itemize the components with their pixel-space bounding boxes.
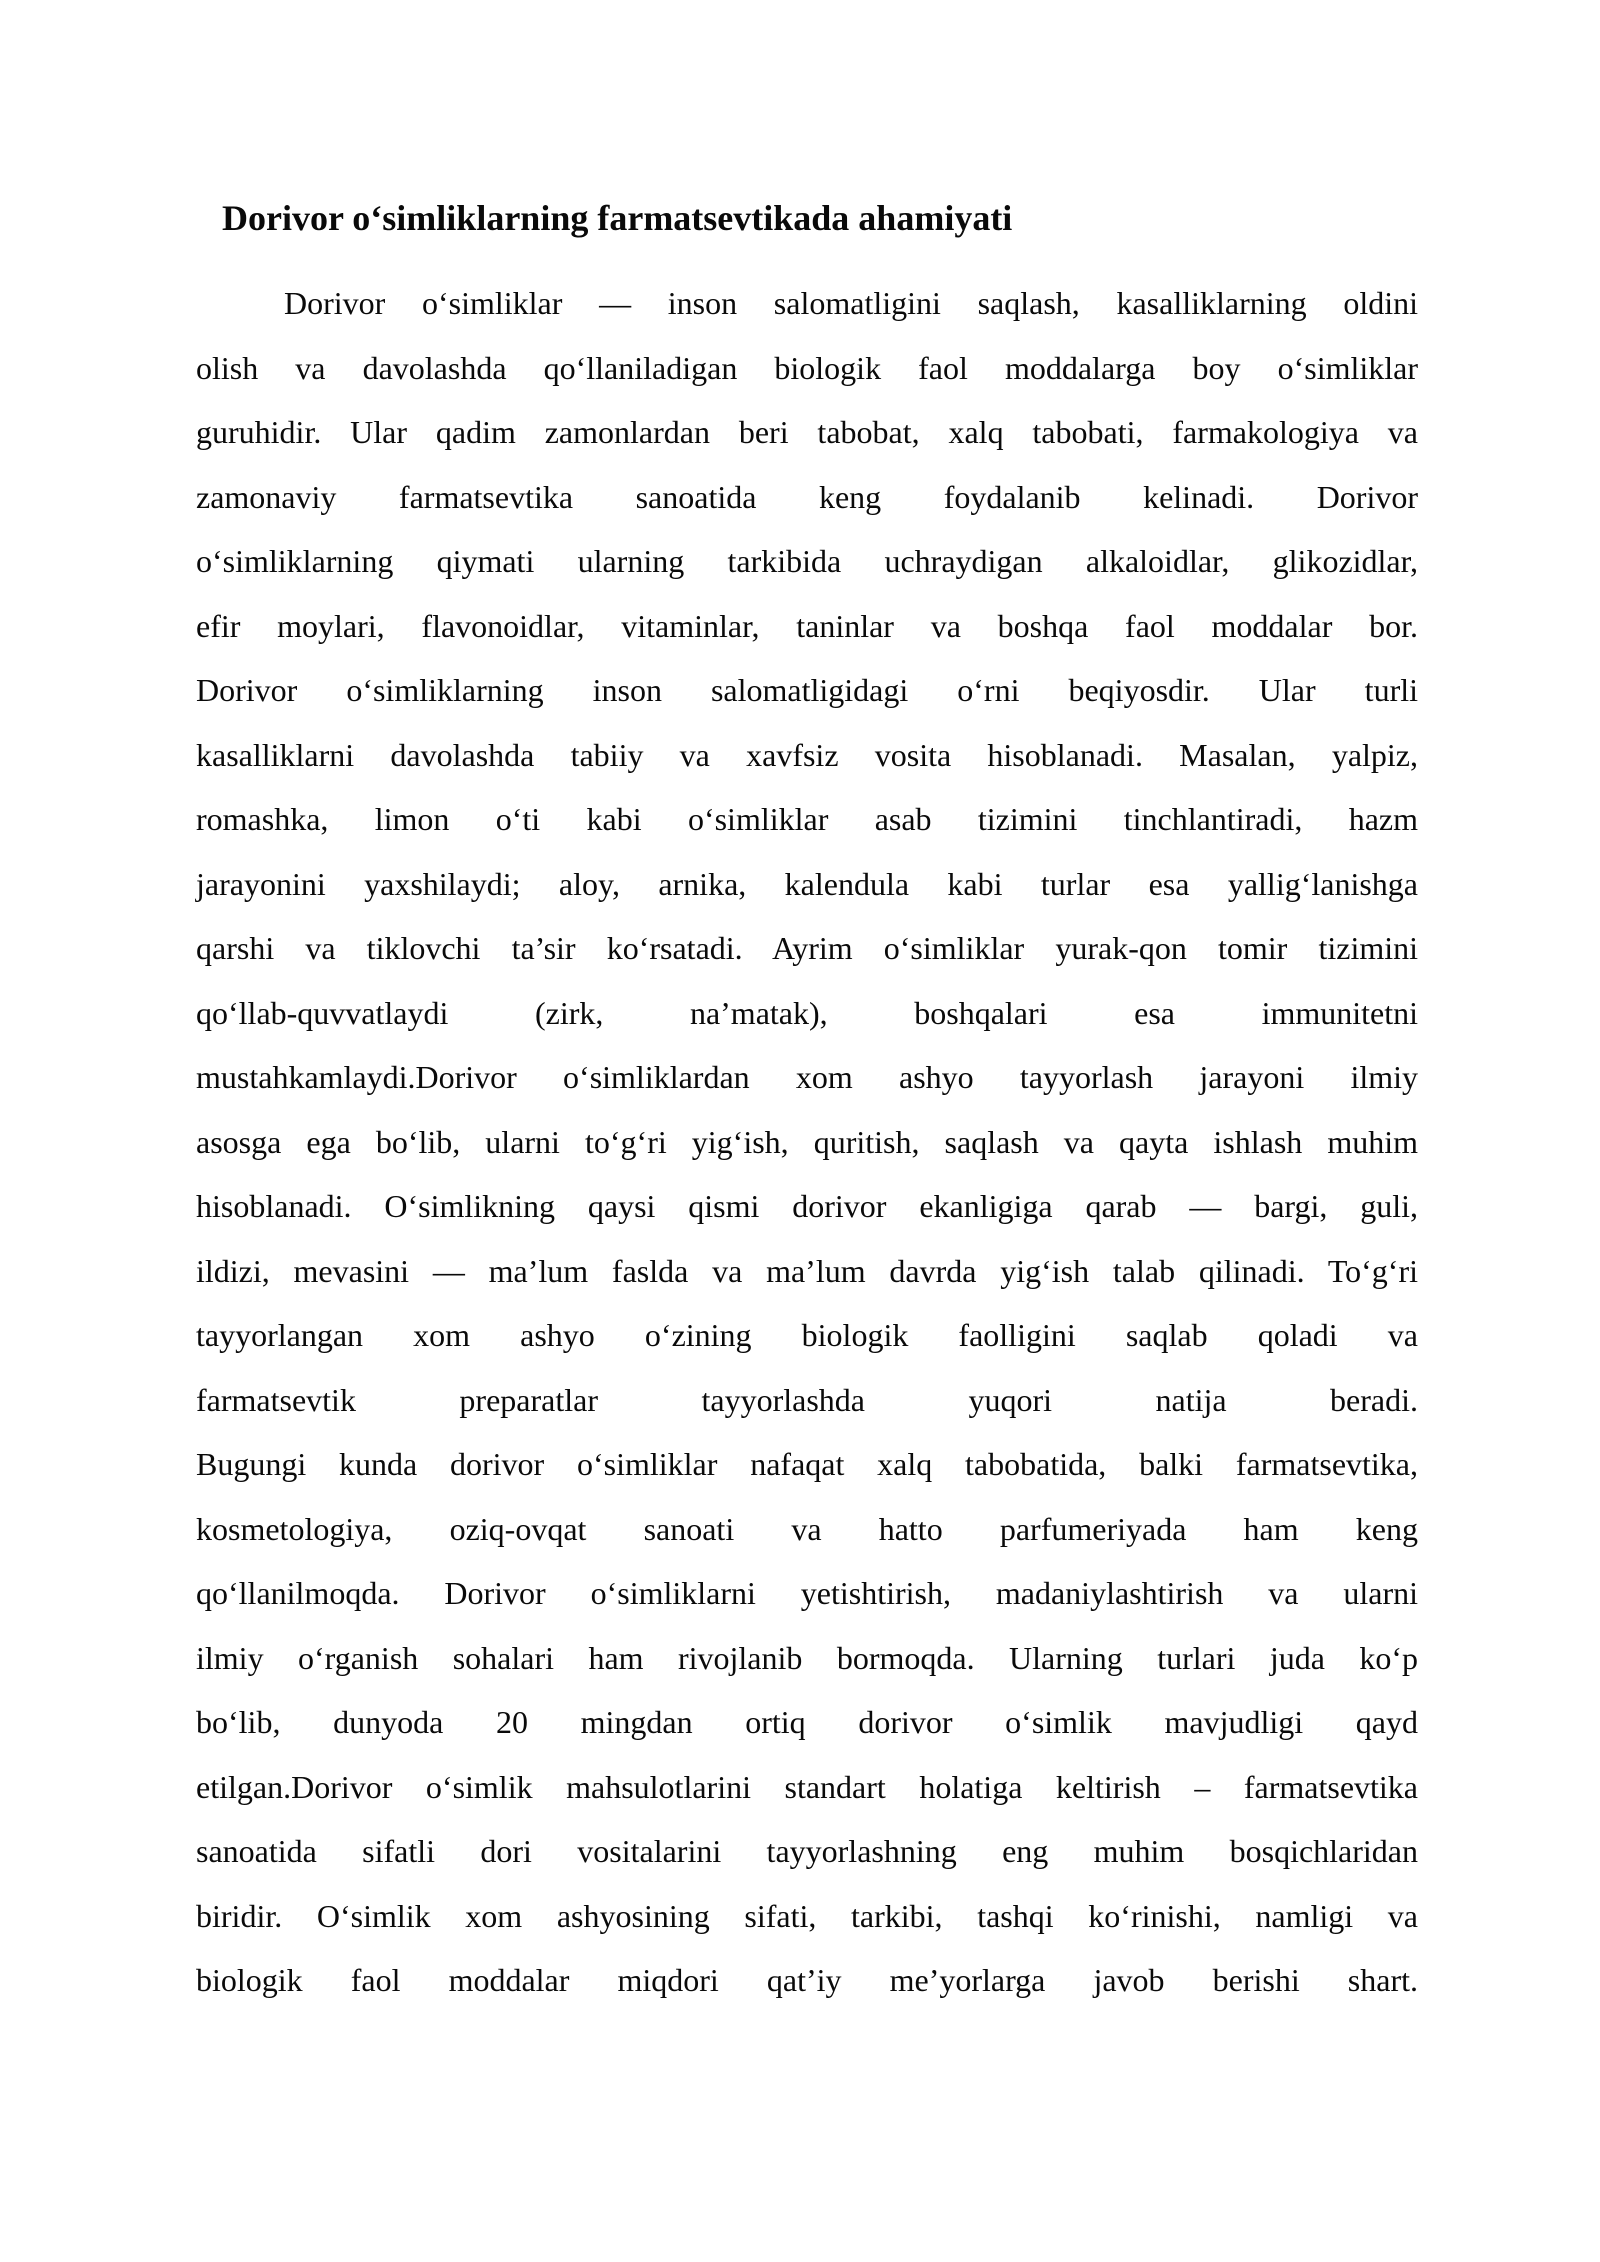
paragraph-line: romashka, limon o‘ti kabi o‘simliklar asab tizimini tinchlantiradi, hazm [196,801,1418,837]
paragraph-line: Dorivor o‘simliklarning inson salomatligidagi o‘rni beqiyosdir. Ular turli [196,672,1418,708]
paragraph-line: guruhidir. Ular qadim zamonlardan beri tabobat, xalq tabobati, farmakologiya va [196,414,1418,450]
paragraph-line: mustahkamlaydi.Dorivor o‘simliklardan xom ashyo tayyorlash jarayoni ilmiy [196,1059,1418,1095]
paragraph-line: ilmiy o‘rganish sohalari ham rivojlanib bormoqda. Ularning turlari juda ko‘p [196,1639,1418,1676]
paragraph-line: ildizi, mevasini — ma’lum faslda va ma’lum davrda yig‘ish talab qilinadi. To‘g‘ri [196,1252,1418,1289]
paragraph-line: zamonaviy farmatsevtika sanoatida keng foydalanib kelinadi. Dorivor [196,478,1418,515]
paragraph-line: sanoatida sifatli dori vositalarini tayyorlashning eng muhim bosqichlaridan [196,1833,1418,1869]
document-title: Dorivor o‘simliklarning farmatsevtikada ahamiyati [222,198,1013,238]
paragraph-line: kosmetologiya, oziq-ovqat sanoati va hatto parfumeriyada ham keng [196,1510,1418,1547]
paragraph-line: Dorivor o‘simliklar — inson salomatligini saqlash, kasalliklarning oldini [284,285,1418,321]
paragraph-line: jarayonini yaxshilaydi; aloy, arnika, kalendula kabi turlar esa yallig‘lanishga [196,865,1418,902]
paragraph-line: biridir. O‘simlik xom ashyosining sifati, tarkibi, tashqi ko‘rinishi, namligi va [196,1897,1418,1934]
paragraph-line: biologik faol moddalar miqdori qat’iy me’yorlarga javob berishi shart. [196,1962,1418,1998]
paragraph-line: qarshi va tiklovchi ta’sir ko‘rsatadi. Ayrim o‘simliklar yurak-qon tomir tizimini [196,930,1418,966]
paragraph-line: etilgan.Dorivor o‘simlik mahsulotlarini standart holatiga keltirish – farmatsevtika [196,1768,1418,1805]
paragraph-line: farmatsevtik preparatlar tayyorlashda yuqori natija beradi. [196,1381,1418,1418]
paragraph-line: qo‘llanilmoqda. Dorivor o‘simliklarni yetishtirish, madaniylashtirish va ularni [196,1575,1418,1611]
paragraph-line: hisoblanadi. O‘simlikning qaysi qismi dorivor ekanligiga qarab — bargi, guli, [196,1188,1418,1224]
paragraph-line: asosga ega bo‘lib, ularni to‘g‘ri yig‘ish, quritish, saqlash va qayta ishlash muhim [196,1123,1418,1160]
body-paragraph [196,271,1418,2013]
paragraph-line: qo‘llab-quvvatlaydi (zirk, na’matak), boshqalari esa immunitetni [196,994,1418,1031]
paragraph-line: o‘simliklarning qiymati ularning tarkibida uchraydigan alkaloidlar, glikozidlar, [196,543,1418,579]
paragraph-line: kasalliklarni davolashda tabiiy va xavfsiz vosita hisoblanadi. Masalan, yalpiz, [196,736,1418,773]
paragraph-line: Bugungi kunda dorivor o‘simliklar nafaqat xalq tabobatida, balki farmatsevtika, [196,1446,1418,1482]
paragraph-line: olish va davolashda qo‘llaniladigan biologik faol moddalarga boy o‘simliklar [196,349,1418,386]
paragraph-line: bo‘lib, dunyoda 20 mingdan ortiq dorivor o‘simlik mavjudligi qayd [196,1704,1418,1740]
paragraph-line: efir moylari, flavonoidlar, vitaminlar, taninlar va boshqa faol moddalar bor. [196,607,1418,644]
paragraph-line: tayyorlangan xom ashyo o‘zining biologik faolligini saqlab qoladi va [196,1317,1418,1353]
